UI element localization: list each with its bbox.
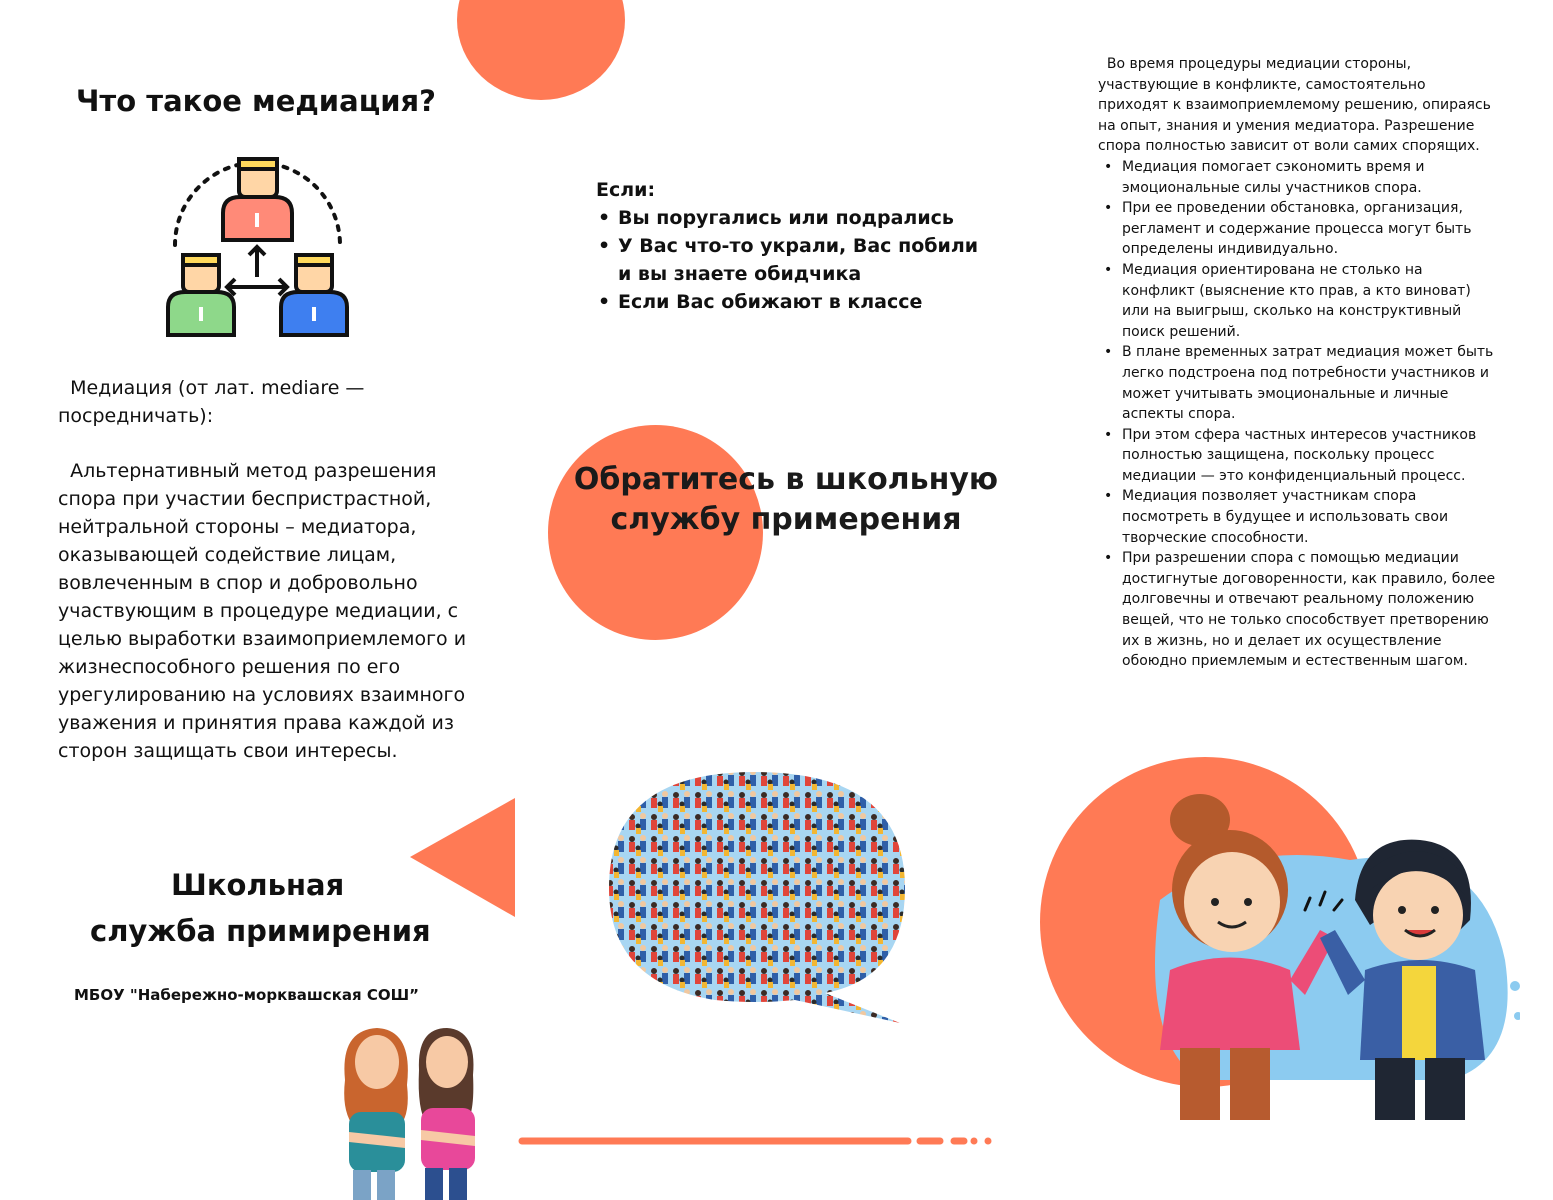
crowd-speech-bubble-illustration [605,768,910,1026]
decor-circle-top [457,0,625,100]
benefit-item: • Медиация позволяет участникам спора посмотреть в будущее и использовать свои творческие способности. [1122,486,1498,548]
school-name: МБОУ "Набережно-морквашская СОШ” [74,986,419,1004]
benefit-item: • Медиация ориентирована не столько на конфликт (выяснение кто прав, а кто виноват) или на выигрыш, сколько на конструктивный поиск решений. [1122,260,1498,342]
decor-triangle [408,798,518,918]
mediation-title: Что такое медиация? [76,84,436,118]
decor-dashes [518,1135,998,1147]
if-block [596,176,996,316]
right-intro: Во время процедуры медиации стороны, участвующие в конфликте, самостоятельно приходят к взаимоприемлемому решению, опираясь на опыт, знания и умения медиатора. Разрешение спора полностью зависит от воли самих спорящих. [1098,56,1496,155]
right-text [1098,54,1498,672]
if-item: • Вы поругались или подрались [618,204,996,232]
benefit-item: • При разрешении спора с помощью медиации достигнутые договоренности, как правило, более долговечны и отвечают реальному положению вещей, что не только способствует претворению их в жизнь, но и делает их осуществление обоюдно приемлемым и естественным шагом. [1122,548,1498,672]
call-to-action: Обратитесь в школьную службу примерения [573,462,999,537]
service-title-line2: служба примирения [90,914,431,948]
if-item: • Если Вас обижают в классе [618,288,996,316]
benefit-item: • При ее проведении обстановка, организация, регламент и содержание процесса могут быть определены индивидуально. [1122,198,1498,260]
service-title-line1: Школьная [171,868,345,902]
if-heading: Если: [596,179,656,201]
benefit-item: • В плане временных затрат медиация может быть легко подстроена под потребности участников и может учитывать эмоциональные и личные аспекты спора. [1122,342,1498,424]
mediation-people-icon [165,155,350,340]
kids-high-five-illustration [1120,780,1520,1130]
definition-intro: Медиация (от лат. mediare — посредничать): [58,377,365,427]
benefit-item: • При этом сфера частных интересов участников полностью защищена, поскольку процесс медиации — это конфиденциальный процесс. [1122,425,1498,487]
benefit-item: • Медиация помогает сэкономить время и эмоциональные силы участников спора. [1122,157,1498,198]
if-item: • У Вас что-то украли, Вас побили и вы знаете обидчика [618,232,996,288]
definition-body: Альтернативный метод разрешения спора при участии беспристрастной, нейтральной стороны – медиатора, оказывающей содействие лицам, вовлеченным в спор и добровольно участвующим в процедуре медиации, с целью выработки взаимоприемлемого и жизнеспособного решения по его урегулированию на условиях взаимного уважения и принятия права каждой из сторон защищать свои интересы. [58,460,473,762]
two-girls-illustration [335,1020,485,1200]
